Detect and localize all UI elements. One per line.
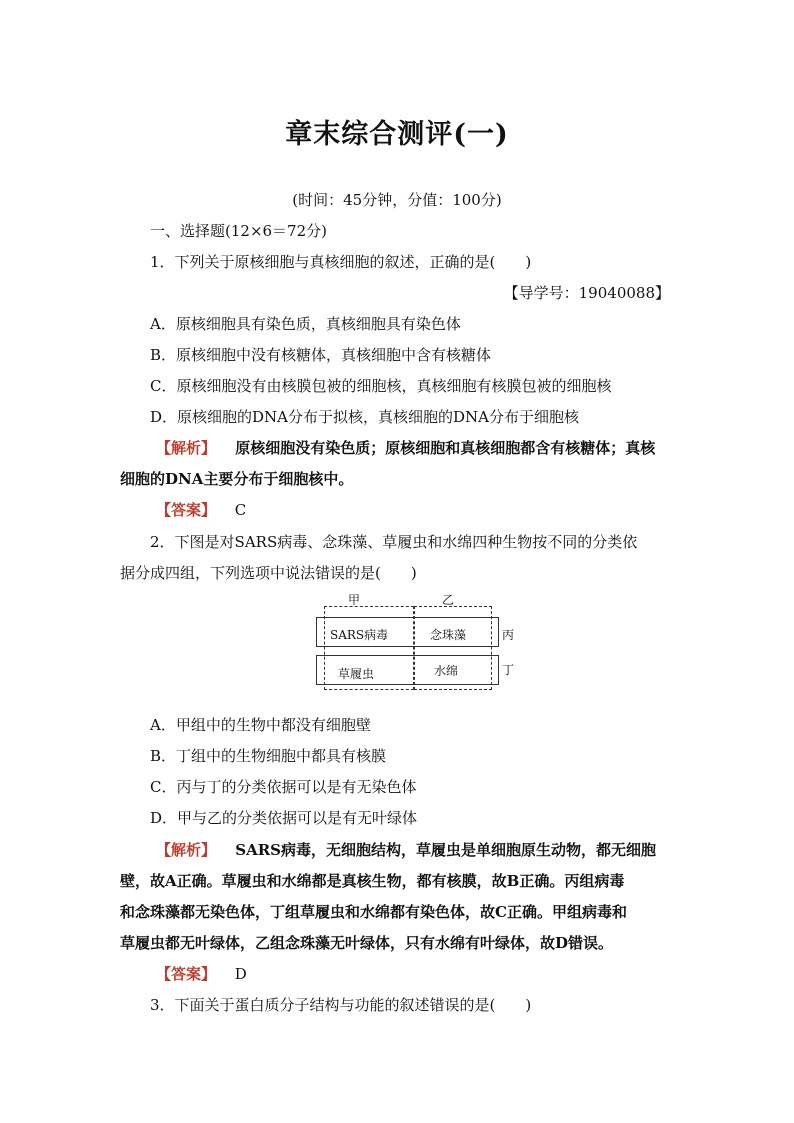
answer-value: D — [234, 965, 247, 983]
question-2-stem-cont: 据分成四组，下列选项中说法错误的是( ) — [120, 564, 417, 582]
classification-diagram — [314, 591, 524, 701]
question-2-answer — [156, 963, 247, 985]
section-heading: 一、选择题(12×6＝72分) — [150, 222, 327, 240]
cell-shuimian: 水绵 — [434, 664, 459, 678]
group-label-jia: 甲 — [348, 593, 361, 607]
question-2-analysis — [156, 839, 656, 861]
answer-tag: 【答案】 — [156, 501, 217, 519]
question-3-stem: 3．下面关于蛋白质分子结构与功能的叙述错误的是( ) — [150, 996, 532, 1014]
answer-value: C — [234, 501, 247, 519]
question-2-option-a: A．甲组中的生物中都没有细胞壁 — [150, 716, 371, 734]
page-title: 章末综合测评(一) — [285, 119, 509, 150]
question-1-answer — [156, 499, 246, 521]
question-1-ref: 【导学号：19040088】 — [503, 284, 670, 302]
question-1-option-a: A．原核细胞具有染色质，真核细胞具有染色体 — [150, 315, 461, 333]
analysis-text: 原核细胞没有染色质；原核细胞和真核细胞都含有核糖体；真核 — [235, 439, 656, 457]
cell-nianzhuzao: 念珠藻 — [430, 628, 467, 642]
group-label-yi: 乙 — [442, 593, 455, 607]
question-2-analysis-cont-2: 和念珠藻都无染色体，丁组草履虫和水绵都有染色体，故C正确。甲组病毒和 — [120, 903, 627, 921]
question-2-option-c: C．丙与丁的分类依据可以是有无染色体 — [150, 778, 417, 796]
group-label-bing: 丙 — [502, 628, 515, 642]
question-2-analysis-cont-3: 草履虫都无叶绿体，乙组念珠藻无叶绿体，只有水绵有叶绿体，故D错误。 — [120, 934, 614, 952]
question-2-stem: 2．下图是对SARS病毒、念珠藻、草履虫和水绵四种生物按不同的分类依 — [150, 533, 638, 551]
question-1-analysis-cont: 细胞的DNA主要分布于细胞核中。 — [120, 470, 354, 488]
analysis-tag: 【解析】 — [156, 439, 217, 457]
question-2-option-d: D．甲与乙的分类依据可以是有无叶绿体 — [150, 809, 418, 827]
cell-caolvchong: 草履虫 — [338, 667, 375, 681]
analysis-text: SARS病毒，无细胞结构，草履虫是单细胞原生动物，都无细胞 — [235, 841, 657, 859]
question-1-option-c: C．原核细胞没有由核膜包被的细胞核，真核细胞有核膜包被的细胞核 — [150, 377, 612, 395]
question-1-option-d: D．原核细胞的DNA分布于拟核，真核细胞的DNA分布于细胞核 — [150, 408, 579, 426]
analysis-tag: 【解析】 — [156, 841, 217, 859]
question-1-option-b: B．原核细胞中没有核糖体，真核细胞中含有核糖体 — [150, 346, 492, 364]
question-1-stem: 1．下列关于原核细胞与真核细胞的叙述，正确的是( ) — [150, 253, 532, 271]
question-1-analysis — [156, 437, 655, 459]
cell-sars: SARS病毒 — [330, 628, 389, 642]
group-label-ding: 丁 — [502, 663, 515, 677]
exam-meta: (时间：45分钟，分值：100分) — [292, 191, 502, 209]
question-2-option-b: B．丁组中的生物细胞中都具有核膜 — [150, 747, 387, 765]
answer-tag: 【答案】 — [156, 965, 217, 983]
question-2-analysis-cont-1: 壁，故A正确。草履虫和水绵都是真核生物，都有核膜，故B正确。丙组病毒 — [120, 872, 625, 890]
